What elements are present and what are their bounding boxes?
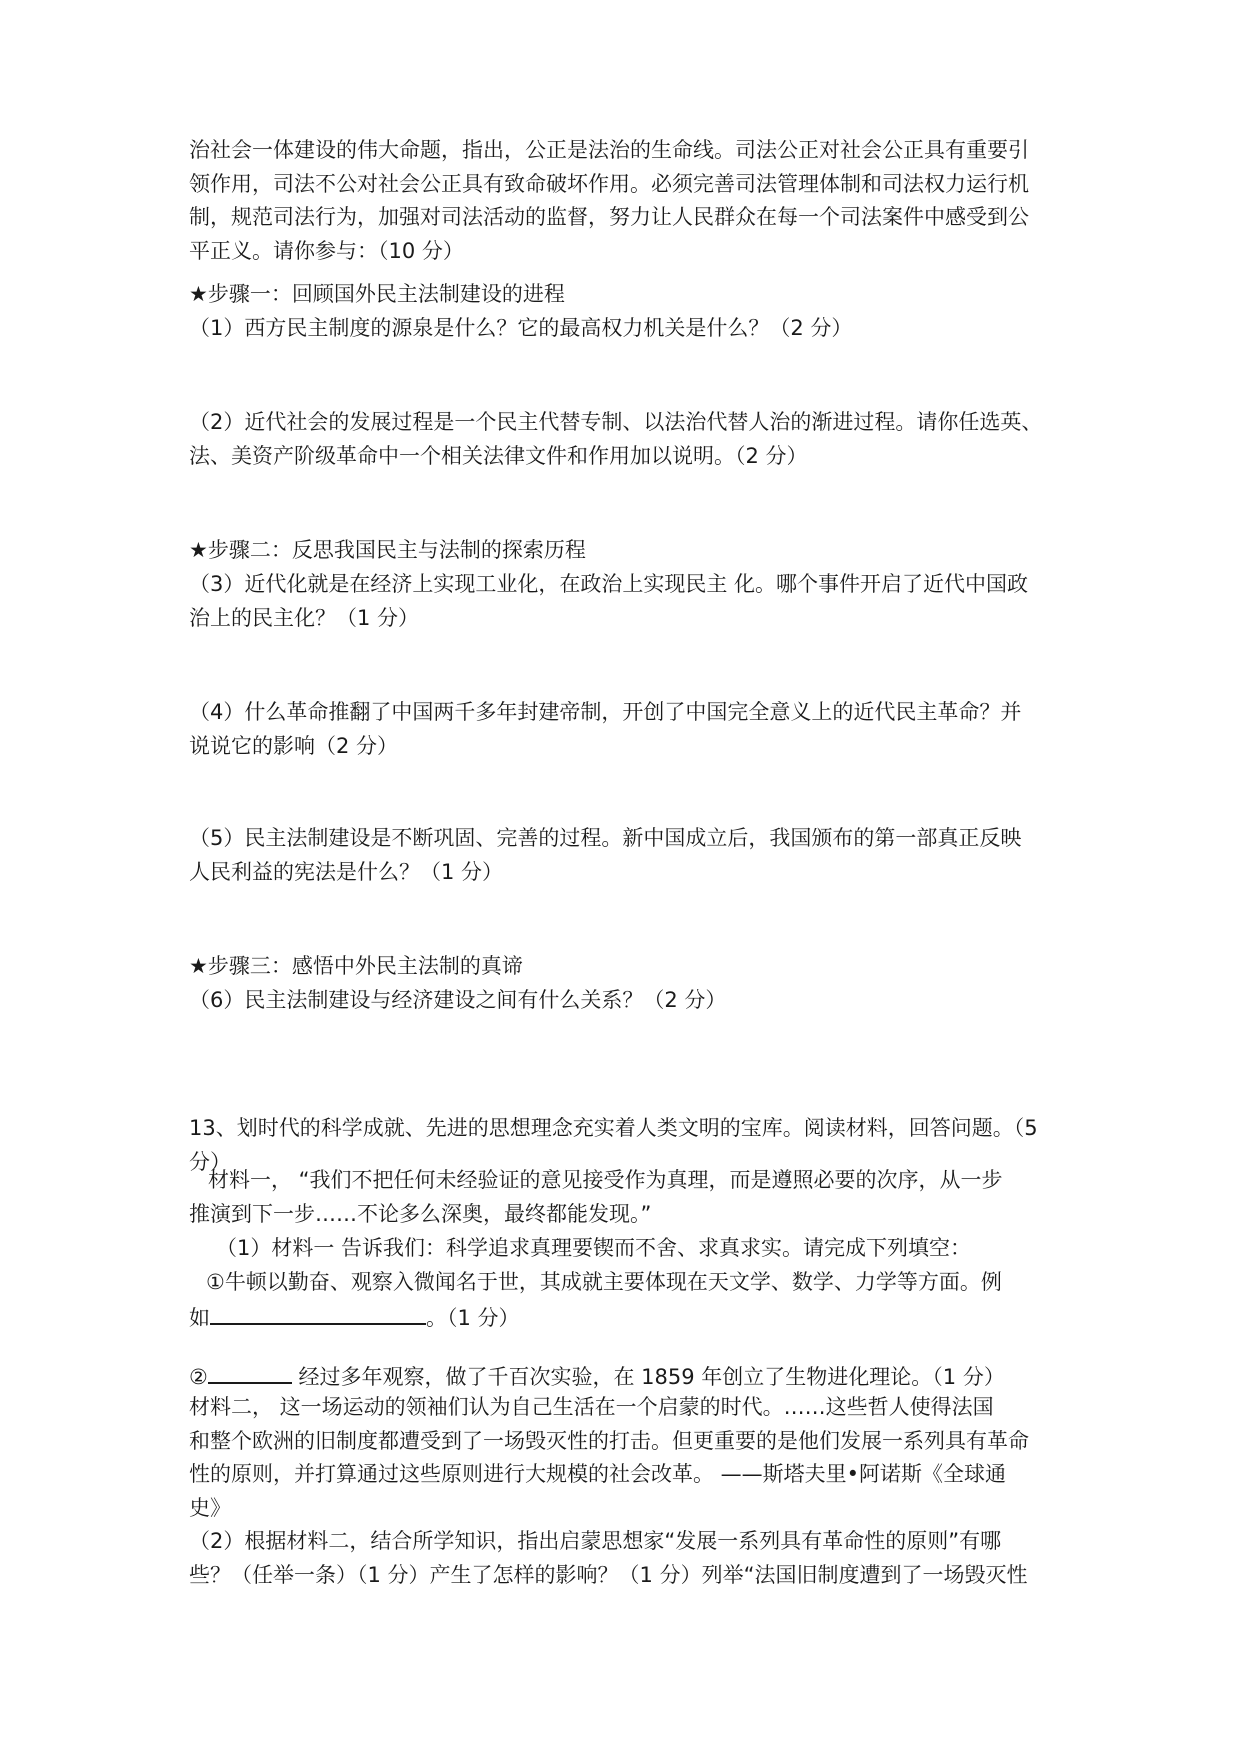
material-1 <box>189 1164 1064 1231</box>
step2-title-text: ★步骤二：反思我国民主与法制的探索历程 <box>189 538 586 562</box>
sub-question-2 <box>189 1525 1065 1592</box>
intro-line: 平正义。请你参与：（10 分） <box>189 238 464 263</box>
question-5-line: 人民利益的宪法是什么？（1 分） <box>189 859 504 884</box>
step1-title-text: ★步骤一：回顾国外民主法制建设的进程 <box>189 282 565 306</box>
question-1 <box>189 312 1065 346</box>
material-2-line: 性的原则，并打算通过这些原则进行大规模的社会改革。 ——斯塔夫里•阿诺斯《全球通 <box>189 1462 1007 1486</box>
question-2-line: 法、美资产阶级革命中一个相关法律文件和作用加以说明。（2 分） <box>189 443 808 468</box>
question-13-stem-line: 13、划时代的科学成就、先进的思想理念充实着人类文明的宝库。阅读材料，回答问题。（5 <box>189 1116 1038 1140</box>
fill-blank-1 <box>206 1266 1064 1300</box>
intro-paragraph <box>189 134 1065 268</box>
answer-blank[interactable] <box>210 1299 426 1325</box>
material-1-line: 推演到下一步……不论多么深奥，最终都能发现。” <box>189 1201 652 1226</box>
question-2 <box>189 406 1065 473</box>
fill-blank-2-line <box>189 1358 1065 1392</box>
question-3-line: 治上的民主化？（1 分） <box>189 605 420 630</box>
question-2-line: （2）近代社会的发展过程是一个民主代替专制、以法治代替人治的渐进过程。请你任选英、 <box>189 410 1043 434</box>
question-4-line: 说说它的影响（2 分） <box>189 733 399 758</box>
sub-question-1-text: （1）材料一 告诉我们：科学追求真理要锲而不舍、求真求实。请完成下列填空： <box>216 1236 972 1260</box>
step2-title <box>189 534 1065 568</box>
material-1-line: 材料一， “我们不把任何未经验证的意见接受作为真理，而是遵照必要的次序，从一步 <box>208 1168 1003 1192</box>
question-5-line: （5）民主法制建设是不断巩固、完善的过程。新中国成立后，我国颁布的第一部真正反映 <box>189 826 1022 850</box>
fill-blank-1-prefix: 如 <box>189 1306 210 1330</box>
step1-title <box>189 278 1065 312</box>
question-3-line: （3）近代化就是在经济上实现工业化，在政治上实现民主 化。哪个事件开启了近代中国政 <box>189 572 1029 596</box>
question-6 <box>189 984 1065 1018</box>
fill-blank-2-prefix: ② <box>189 1365 208 1389</box>
step3-title <box>189 950 1065 984</box>
sub-question-2-line: （2）根据材料二，结合所学知识，指出启蒙思想家“发展一系列具有革命性的原则”有哪 <box>189 1529 1002 1553</box>
intro-line: 治社会一体建设的伟大命题，指出，公正是法治的生命线。司法公正对社会公正具有重要引 <box>189 138 1029 162</box>
question-5 <box>189 822 1065 889</box>
fill-blank-1-line: ①牛顿以勤奋、观察入微闻名于世，其成就主要体现在天文学、数学、力学等方面。例 <box>206 1270 1002 1294</box>
material-2-line: 和整个欧洲的旧制度都遭受到了一场毁灭性的打击。但更重要的是他们发展一系列具有革命 <box>189 1428 1029 1453</box>
fill-blank-1-answer <box>189 1299 1065 1333</box>
question-3 <box>189 568 1065 635</box>
fill-blank-1-suffix: 。（1 分） <box>426 1306 520 1330</box>
material-2-line: 材料二， 这一场运动的领袖们认为自己生活在一个启蒙的时代。……这些哲人使得法国 <box>189 1395 994 1419</box>
answer-blank[interactable] <box>208 1358 292 1384</box>
question-4-line: （4）什么革命推翻了中国两千多年封建帝制，开创了中国完全意义上的近代民主革命？并 <box>189 700 1022 724</box>
fill-blank-1-answer-line <box>189 1299 1065 1333</box>
fill-blank-2-suffix: 经过多年观察，做了千百次实验，在 1859 年创立了生物进化理论。（1 分） <box>291 1365 1005 1389</box>
sub-question-1 <box>216 1232 1064 1266</box>
question-4 <box>189 696 1065 763</box>
question-13-stem-line: 分） <box>189 1149 231 1174</box>
question-1-text: （1）西方民主制度的源泉是什么？它的最高权力机关是什么？（2 分） <box>189 316 853 340</box>
intro-line: 领作用，司法不公对社会公正具有致命破坏作用。必须完善司法管理体制和司法权力运行机 <box>189 171 1029 196</box>
fill-blank-2 <box>189 1358 1065 1392</box>
intro-line: 制，规范司法行为，加强对司法活动的监督，努力让人民群众在每一个司法案件中感受到公 <box>189 205 1029 229</box>
question-6-text: （6）民主法制建设与经济建设之间有什么关系？（2 分） <box>189 988 727 1012</box>
material-2-line: 史》 <box>189 1495 231 1520</box>
step3-title-text: ★步骤三：感悟中外民主法制的真谛 <box>189 954 523 978</box>
sub-question-2-line: 些？（任举一条）（1 分）产生了怎样的影响？（1 分）列举“法国旧制度遭到了一场毁灭性 <box>189 1562 1028 1587</box>
material-2 <box>189 1391 1065 1525</box>
